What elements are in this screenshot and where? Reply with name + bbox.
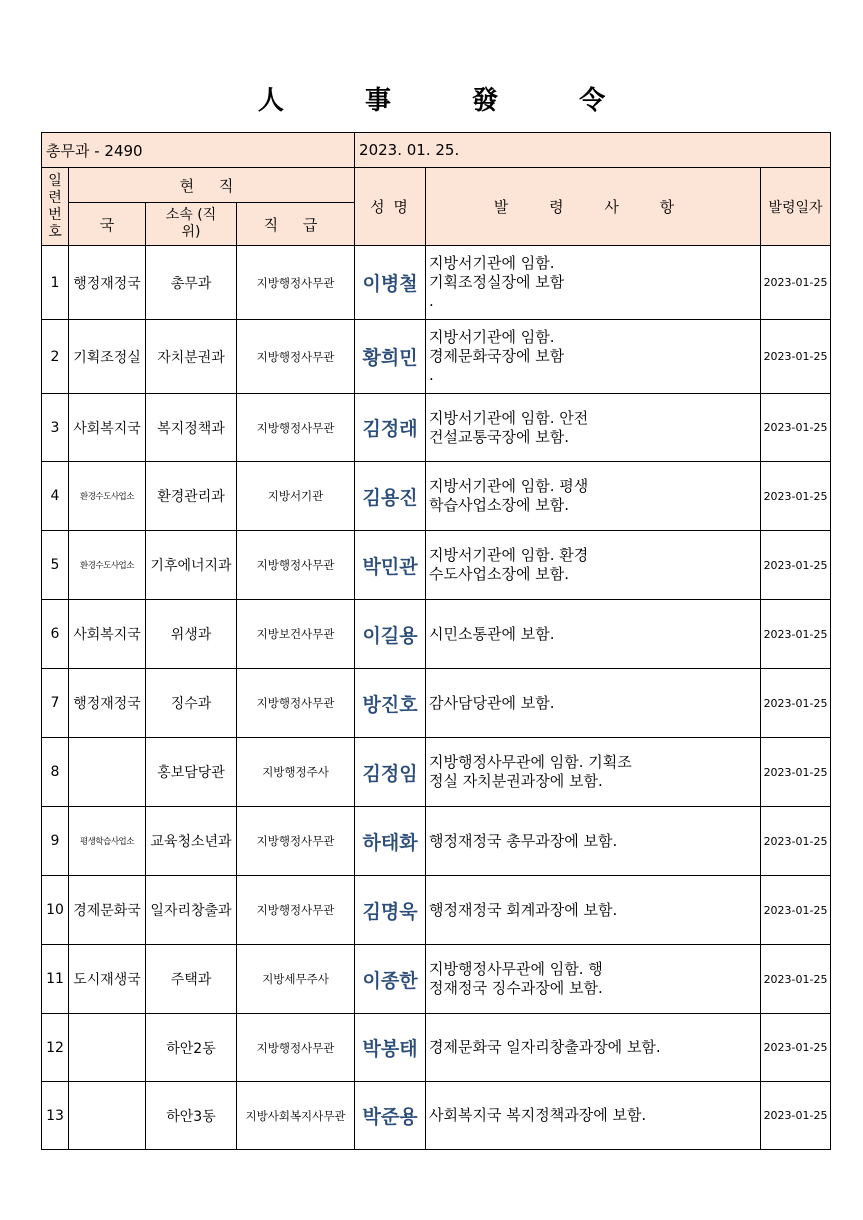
row-detail: 지방행정사무관에 임함. 기획조 정실 자치분권과장에 보함. bbox=[426, 738, 761, 807]
row-date: 2023-01-25 bbox=[761, 876, 831, 945]
row-rank: 지방서기관 bbox=[237, 462, 355, 531]
row-number: 12 bbox=[42, 1014, 69, 1082]
row-name: 김정임 bbox=[355, 738, 426, 807]
row-name: 김정래 bbox=[355, 394, 426, 462]
row-dept: 평생학습사업소 bbox=[69, 807, 146, 876]
row-rank: 지방행정주사 bbox=[237, 738, 355, 807]
header-dept: 국 bbox=[69, 203, 146, 246]
doc-date: 2023. 01. 25. bbox=[355, 133, 831, 168]
row-rank: 지방사회복지사무관 bbox=[237, 1082, 355, 1150]
row-date: 2023-01-25 bbox=[761, 320, 831, 394]
row-dept bbox=[69, 738, 146, 807]
row-detail: 지방서기관에 임함. 안전 건설교통국장에 보함. bbox=[426, 394, 761, 462]
row-unit: 홍보담당관 bbox=[146, 738, 237, 807]
row-unit: 복지정책과 bbox=[146, 394, 237, 462]
row-number: 7 bbox=[42, 669, 69, 738]
row-rank: 지방행정사무관 bbox=[237, 394, 355, 462]
header-detail: 발 령 사 항 bbox=[426, 168, 761, 246]
row-unit: 총무과 bbox=[146, 246, 237, 320]
row-number: 8 bbox=[42, 738, 69, 807]
row-name: 김명욱 bbox=[355, 876, 426, 945]
row-unit: 하안2동 bbox=[146, 1014, 237, 1082]
row-number: 5 bbox=[42, 531, 69, 600]
table-row bbox=[42, 1014, 831, 1082]
row-name: 이종한 bbox=[355, 945, 426, 1014]
row-unit: 하안3동 bbox=[146, 1082, 237, 1150]
header-seq bbox=[42, 168, 69, 246]
row-number: 4 bbox=[42, 462, 69, 531]
table-row bbox=[42, 600, 831, 669]
row-unit: 기후에너지과 bbox=[146, 531, 237, 600]
row-date: 2023-01-25 bbox=[761, 669, 831, 738]
table-row bbox=[42, 246, 831, 320]
row-rank: 지방행정사무관 bbox=[237, 807, 355, 876]
table-row bbox=[42, 876, 831, 945]
row-detail: 지방서기관에 임함. 환경 수도사업소장에 보함. bbox=[426, 531, 761, 600]
row-dept: 사회복지국 bbox=[69, 600, 146, 669]
row-name: 박준용 bbox=[355, 1082, 426, 1150]
row-date: 2023-01-25 bbox=[761, 945, 831, 1014]
row-dept: 환경수도사업소 bbox=[69, 462, 146, 531]
row-date: 2023-01-25 bbox=[761, 807, 831, 876]
header-seq-label: 일련번호 bbox=[48, 172, 62, 240]
row-rank: 지방행정사무관 bbox=[237, 320, 355, 394]
row-unit: 위생과 bbox=[146, 600, 237, 669]
row-name: 황희민 bbox=[355, 320, 426, 394]
row-rank: 지방행정사무관 bbox=[237, 669, 355, 738]
row-rank: 지방행정사무관 bbox=[237, 531, 355, 600]
row-number: 10 bbox=[42, 876, 69, 945]
row-unit: 교육청소년과 bbox=[146, 807, 237, 876]
row-detail: 시민소통관에 보함. bbox=[426, 600, 761, 669]
row-unit: 일자리창출과 bbox=[146, 876, 237, 945]
row-number: 1 bbox=[42, 246, 69, 320]
row-name: 방진호 bbox=[355, 669, 426, 738]
row-dept: 기획조정실 bbox=[69, 320, 146, 394]
table-row bbox=[42, 531, 831, 600]
row-name: 박민관 bbox=[355, 531, 426, 600]
row-detail: 사회복지국 복지정책과장에 보함. bbox=[426, 1082, 761, 1150]
row-date: 2023-01-25 bbox=[761, 531, 831, 600]
table-row bbox=[42, 738, 831, 807]
header-row bbox=[42, 168, 831, 203]
table-row bbox=[42, 462, 831, 531]
row-detail: 지방서기관에 임함. 평생 학습사업소장에 보함. bbox=[426, 462, 761, 531]
table-body bbox=[42, 246, 831, 1150]
row-name: 박봉태 bbox=[355, 1014, 426, 1082]
doc-number: 총무과 - 2490 bbox=[42, 133, 355, 168]
row-date: 2023-01-25 bbox=[761, 600, 831, 669]
row-date: 2023-01-25 bbox=[761, 246, 831, 320]
row-detail: 행정재정국 회계과장에 보함. bbox=[426, 876, 761, 945]
table-row bbox=[42, 807, 831, 876]
row-date: 2023-01-25 bbox=[761, 1014, 831, 1082]
row-dept bbox=[69, 1082, 146, 1150]
row-number: 3 bbox=[42, 394, 69, 462]
row-detail: 감사담당관에 보함. bbox=[426, 669, 761, 738]
personnel-order-table bbox=[41, 132, 831, 1150]
row-unit: 환경관리과 bbox=[146, 462, 237, 531]
table-row bbox=[42, 945, 831, 1014]
row-number: 9 bbox=[42, 807, 69, 876]
table-row bbox=[42, 1082, 831, 1150]
row-unit: 주택과 bbox=[146, 945, 237, 1014]
row-detail: 지방서기관에 임함. 기획조정실장에 보함 . bbox=[426, 246, 761, 320]
row-number: 2 bbox=[42, 320, 69, 394]
header-rank: 직 급 bbox=[237, 203, 355, 246]
row-name: 이길용 bbox=[355, 600, 426, 669]
row-dept: 환경수도사업소 bbox=[69, 531, 146, 600]
table-row bbox=[42, 394, 831, 462]
row-dept: 사회복지국 bbox=[69, 394, 146, 462]
row-dept: 행정재정국 bbox=[69, 669, 146, 738]
row-date: 2023-01-25 bbox=[761, 462, 831, 531]
header-name: 성 명 bbox=[355, 168, 426, 246]
row-rank: 지방세무주사 bbox=[237, 945, 355, 1014]
header-date: 발령일자 bbox=[761, 168, 831, 246]
header-unit-label: 소속 (직위) bbox=[165, 207, 217, 240]
row-detail: 지방서기관에 임함. 경제문화국장에 보함 . bbox=[426, 320, 761, 394]
row-detail: 경제문화국 일자리창출과장에 보함. bbox=[426, 1014, 761, 1082]
row-unit: 징수과 bbox=[146, 669, 237, 738]
row-name: 이병철 bbox=[355, 246, 426, 320]
row-date: 2023-01-25 bbox=[761, 394, 831, 462]
row-number: 11 bbox=[42, 945, 69, 1014]
row-dept: 경제문화국 bbox=[69, 876, 146, 945]
table-row bbox=[42, 320, 831, 394]
row-number: 13 bbox=[42, 1082, 69, 1150]
row-rank: 지방행정사무관 bbox=[237, 876, 355, 945]
row-name: 김용진 bbox=[355, 462, 426, 531]
row-dept: 행정재정국 bbox=[69, 246, 146, 320]
header-unit bbox=[146, 203, 237, 246]
row-rank: 지방보건사무관 bbox=[237, 600, 355, 669]
row-date: 2023-01-25 bbox=[761, 1082, 831, 1150]
row-rank: 지방행정사무관 bbox=[237, 1014, 355, 1082]
row-dept bbox=[69, 1014, 146, 1082]
row-rank: 지방행정사무관 bbox=[237, 246, 355, 320]
table-row bbox=[42, 669, 831, 738]
row-detail: 행정재정국 총무과장에 보함. bbox=[426, 807, 761, 876]
row-date: 2023-01-25 bbox=[761, 738, 831, 807]
page-title: 人 事 發 令 bbox=[257, 86, 642, 116]
row-number: 6 bbox=[42, 600, 69, 669]
row-detail: 지방행정사무관에 임함. 행 정재정국 징수과장에 보함. bbox=[426, 945, 761, 1014]
row-dept: 도시재생국 bbox=[69, 945, 146, 1014]
header-current: 현 직 bbox=[69, 168, 355, 203]
row-name: 하태화 bbox=[355, 807, 426, 876]
row-unit: 자치분권과 bbox=[146, 320, 237, 394]
doc-info-row bbox=[42, 133, 831, 168]
